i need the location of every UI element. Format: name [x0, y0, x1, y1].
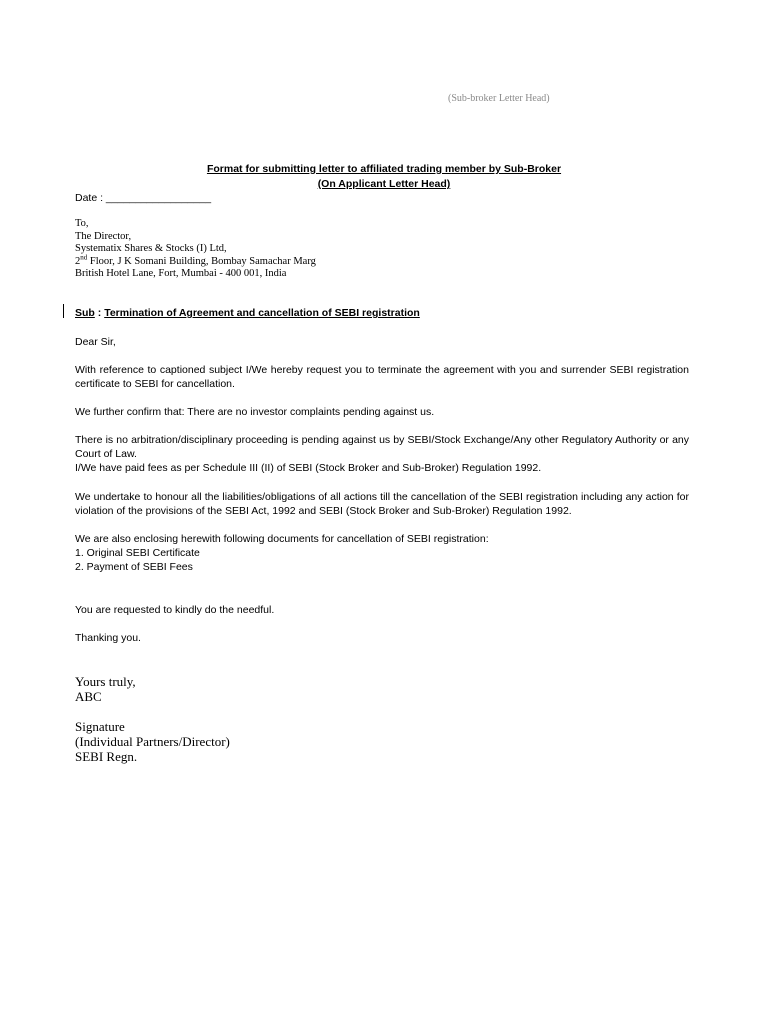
subject-line — [75, 307, 420, 319]
enclosure-item: 1. Original SEBI Certificate — [75, 547, 200, 559]
letter-head-note: (Sub-broker Letter Head) — [448, 93, 550, 104]
address-recipient: The Director, — [75, 230, 132, 242]
paragraph-thanks: Thanking you. — [75, 632, 141, 644]
closing-yours: Yours truly, — [75, 674, 136, 689]
address-company: Systematix Shares & Stocks (I) Ltd, — [75, 243, 227, 254]
recipient-address — [75, 218, 316, 281]
closing-designation: (Individual Partners/Director) — [75, 734, 230, 749]
floor-suffix: nd — [80, 253, 88, 261]
paragraph-request: With reference to captioned subject I/We hereby request you to terminate the agreement with you and surrender SEBI registration certificate to SEBI for cancellation. — [75, 364, 689, 390]
salutation: Dear Sir, — [75, 336, 116, 348]
text-cursor — [63, 304, 64, 318]
closing-name: ABC — [75, 689, 102, 704]
paragraph-enclosing: We are also enclosing herewith following documents for cancellation of SEBI registration: — [75, 533, 489, 545]
closing-spacer — [75, 704, 230, 719]
paragraph-fees: I/We have paid fees as per Schedule III (II) of SEBI (Stock Broker and Sub-Broker) Regulation 1992. — [75, 462, 542, 474]
subject-text: Termination of Agreement and cancellation of SEBI registration — [104, 307, 420, 319]
paragraph-confirm: We further confirm that: There are no investor complaints pending against us. — [75, 406, 435, 418]
enclosure-item: 2. Payment of SEBI Fees — [75, 561, 193, 573]
date-line: Date : __________________ — [75, 192, 212, 204]
floor-rest: Floor, J K Somani Building, Bombay Samachar Marg — [87, 255, 316, 267]
paragraph-undertake: We undertake to honour all the liabilities/obligations of all actions till the cancellation of the SEBI registration including any action for violation of the provisions of the SEBI Act, 1992 and SEBI (Stock Broker and Sub-Broker) Regulation 1992. — [75, 491, 689, 517]
address-to: To, — [75, 218, 89, 229]
paragraph-needful: You are requested to kindly do the needful. — [75, 604, 275, 616]
paragraph-arbitration: There is no arbitration/disciplinary proceeding is pending against us by SEBI/Stock Exchange/Any other Regulatory Authority or any Court of Law. — [75, 434, 689, 460]
floor-ordinal: 2 — [75, 255, 81, 267]
address-city: British Hotel Lane, Fort, Mumbai - 400 001, India — [75, 268, 287, 279]
closing-block — [75, 674, 230, 764]
document-subtitle: (On Applicant Letter Head) — [317, 178, 451, 190]
subject-label: Sub — [75, 307, 95, 319]
document-title: Format for submitting letter to affiliated trading member by Sub-Broker — [206, 163, 562, 175]
address-floor — [75, 253, 316, 269]
closing-signature: Signature — [75, 719, 125, 734]
closing-regn: SEBI Regn. — [75, 749, 138, 764]
subject-separator: : — [94, 307, 105, 319]
